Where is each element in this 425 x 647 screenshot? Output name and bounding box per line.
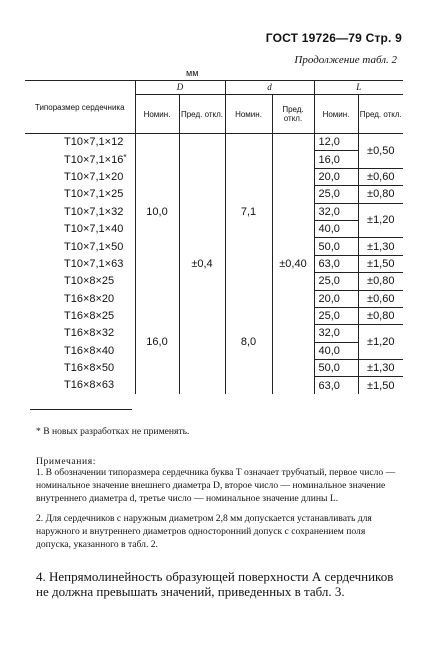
L-nom-cell: 20,0 (314, 290, 358, 307)
header-d-nom: Номин. (225, 95, 272, 134)
size-cell: Т16×8×40 (64, 344, 115, 357)
d-nom-cell: 7,1 (225, 134, 272, 291)
D-tol-cell: ±0,4 (179, 134, 225, 394)
L-nom-cell: 50,0 (314, 360, 358, 377)
size-cell: Т10×7,1×25 (64, 188, 124, 201)
L-tol-cell: ±1,20 (358, 325, 403, 360)
L-tol-cell: ±0,80 (358, 307, 403, 324)
header-D-tol: Пред. откл. (179, 95, 225, 134)
note-1: 1. В обозначении типоразмера сердечника буква Т означает трубчатый, первое число — номинальное значение внешнего диаметра D, второе число — номинальное значение внутреннего диаметра d, третье число — номинальное значение длины L. (36, 467, 396, 504)
header-L: L (314, 81, 403, 95)
size-cell: Т10×7,1×63 (64, 257, 124, 270)
L-nom-cell: 50,0 (314, 238, 358, 255)
header-L-nom: Номин. (314, 95, 358, 134)
size-cell: Т16×8×25 (64, 310, 115, 323)
L-tol-cell: ±0,80 (358, 186, 403, 203)
D-nom-cell: 10,0 (135, 134, 179, 291)
section-4-paragraph: 4. Непрямолинейность образующей поверхности А сердечников не должна превышать значений, приведенных в табл. 3. (36, 569, 394, 599)
L-tol-cell: ±0,50 (358, 134, 403, 169)
L-nom-cell: 25,0 (314, 273, 358, 290)
L-tol-cell: ±1,20 (358, 203, 403, 238)
L-tol-cell: ±0,60 (358, 168, 403, 185)
L-tol-cell: ±1,30 (358, 238, 403, 255)
size-cell: Т10×7,1×50 (64, 240, 124, 253)
table-continuation-caption: Продолжение табл. 2 (294, 54, 397, 66)
dimensions-table (25, 80, 403, 394)
header-L-tol: Пред. откл. (358, 95, 403, 134)
units-label: мм (186, 68, 199, 78)
size-cell: Т16×8×63 (64, 379, 115, 392)
L-tol-cell: ±1,50 (358, 255, 403, 272)
footnote-marker: * (123, 153, 127, 163)
L-nom-cell: 25,0 (314, 307, 358, 324)
size-cell: Т10×7,1×32 (64, 205, 124, 218)
L-nom-cell: 32,0 (314, 203, 358, 220)
L-nom-cell: 32,0 (314, 325, 358, 342)
L-tol-cell: ±0,80 (358, 273, 403, 290)
L-tol-cell: ±0,60 (358, 290, 403, 307)
L-nom-cell: 25,0 (314, 186, 358, 203)
L-nom-cell: 16,0 (314, 151, 358, 168)
size-cell: Т16×8×20 (64, 292, 115, 305)
size-cell: Т16×8×50 (64, 362, 115, 375)
header-d-tol: Пред. откл. (272, 95, 314, 134)
header-D-nom: Номин. (135, 95, 179, 134)
header-size: Типоразмер сердечника (25, 81, 135, 134)
notes-title: Примечания: (36, 456, 96, 467)
L-nom-cell: 20,0 (314, 168, 358, 185)
L-nom-cell: 40,0 (314, 220, 358, 237)
header-D: D (135, 81, 225, 95)
size-cell: Т10×7,1×20 (64, 170, 124, 183)
page-header: ГОСТ 19726—79 Стр. 9 (265, 31, 402, 45)
d-tol-cell: ±0,40 (272, 134, 314, 394)
D-nom-cell: 16,0 (135, 290, 179, 394)
size-cell: Т10×7,1×12 (64, 136, 124, 149)
size-cell: Т10×8×25 (64, 275, 115, 288)
d-nom-cell: 8,0 (225, 290, 272, 394)
size-cell: Т10×7,1×16* (64, 153, 127, 167)
footnote: * В новых разработках не применять. (36, 426, 190, 437)
footnote-divider (30, 409, 132, 410)
L-tol-cell: ±1,30 (358, 360, 403, 377)
table-row (25, 134, 403, 151)
L-nom-cell: 12,0 (314, 134, 358, 151)
note-2: 2. Для сердечников с наружным диаметром 2,8 мм допускается устанавливать для наружного и внутреннего диаметров односторонний допуск с сохранением поля допуска, указанного в табл. 2. (36, 513, 372, 550)
size-cell: Т10×7,1×40 (64, 223, 124, 236)
L-nom-cell: 40,0 (314, 342, 358, 359)
size-cell: Т16×8×32 (64, 327, 115, 340)
L-nom-cell: 63,0 (314, 377, 358, 394)
L-nom-cell: 63,0 (314, 255, 358, 272)
header-d: d (225, 81, 314, 95)
L-tol-cell: ±1,50 (358, 377, 403, 394)
